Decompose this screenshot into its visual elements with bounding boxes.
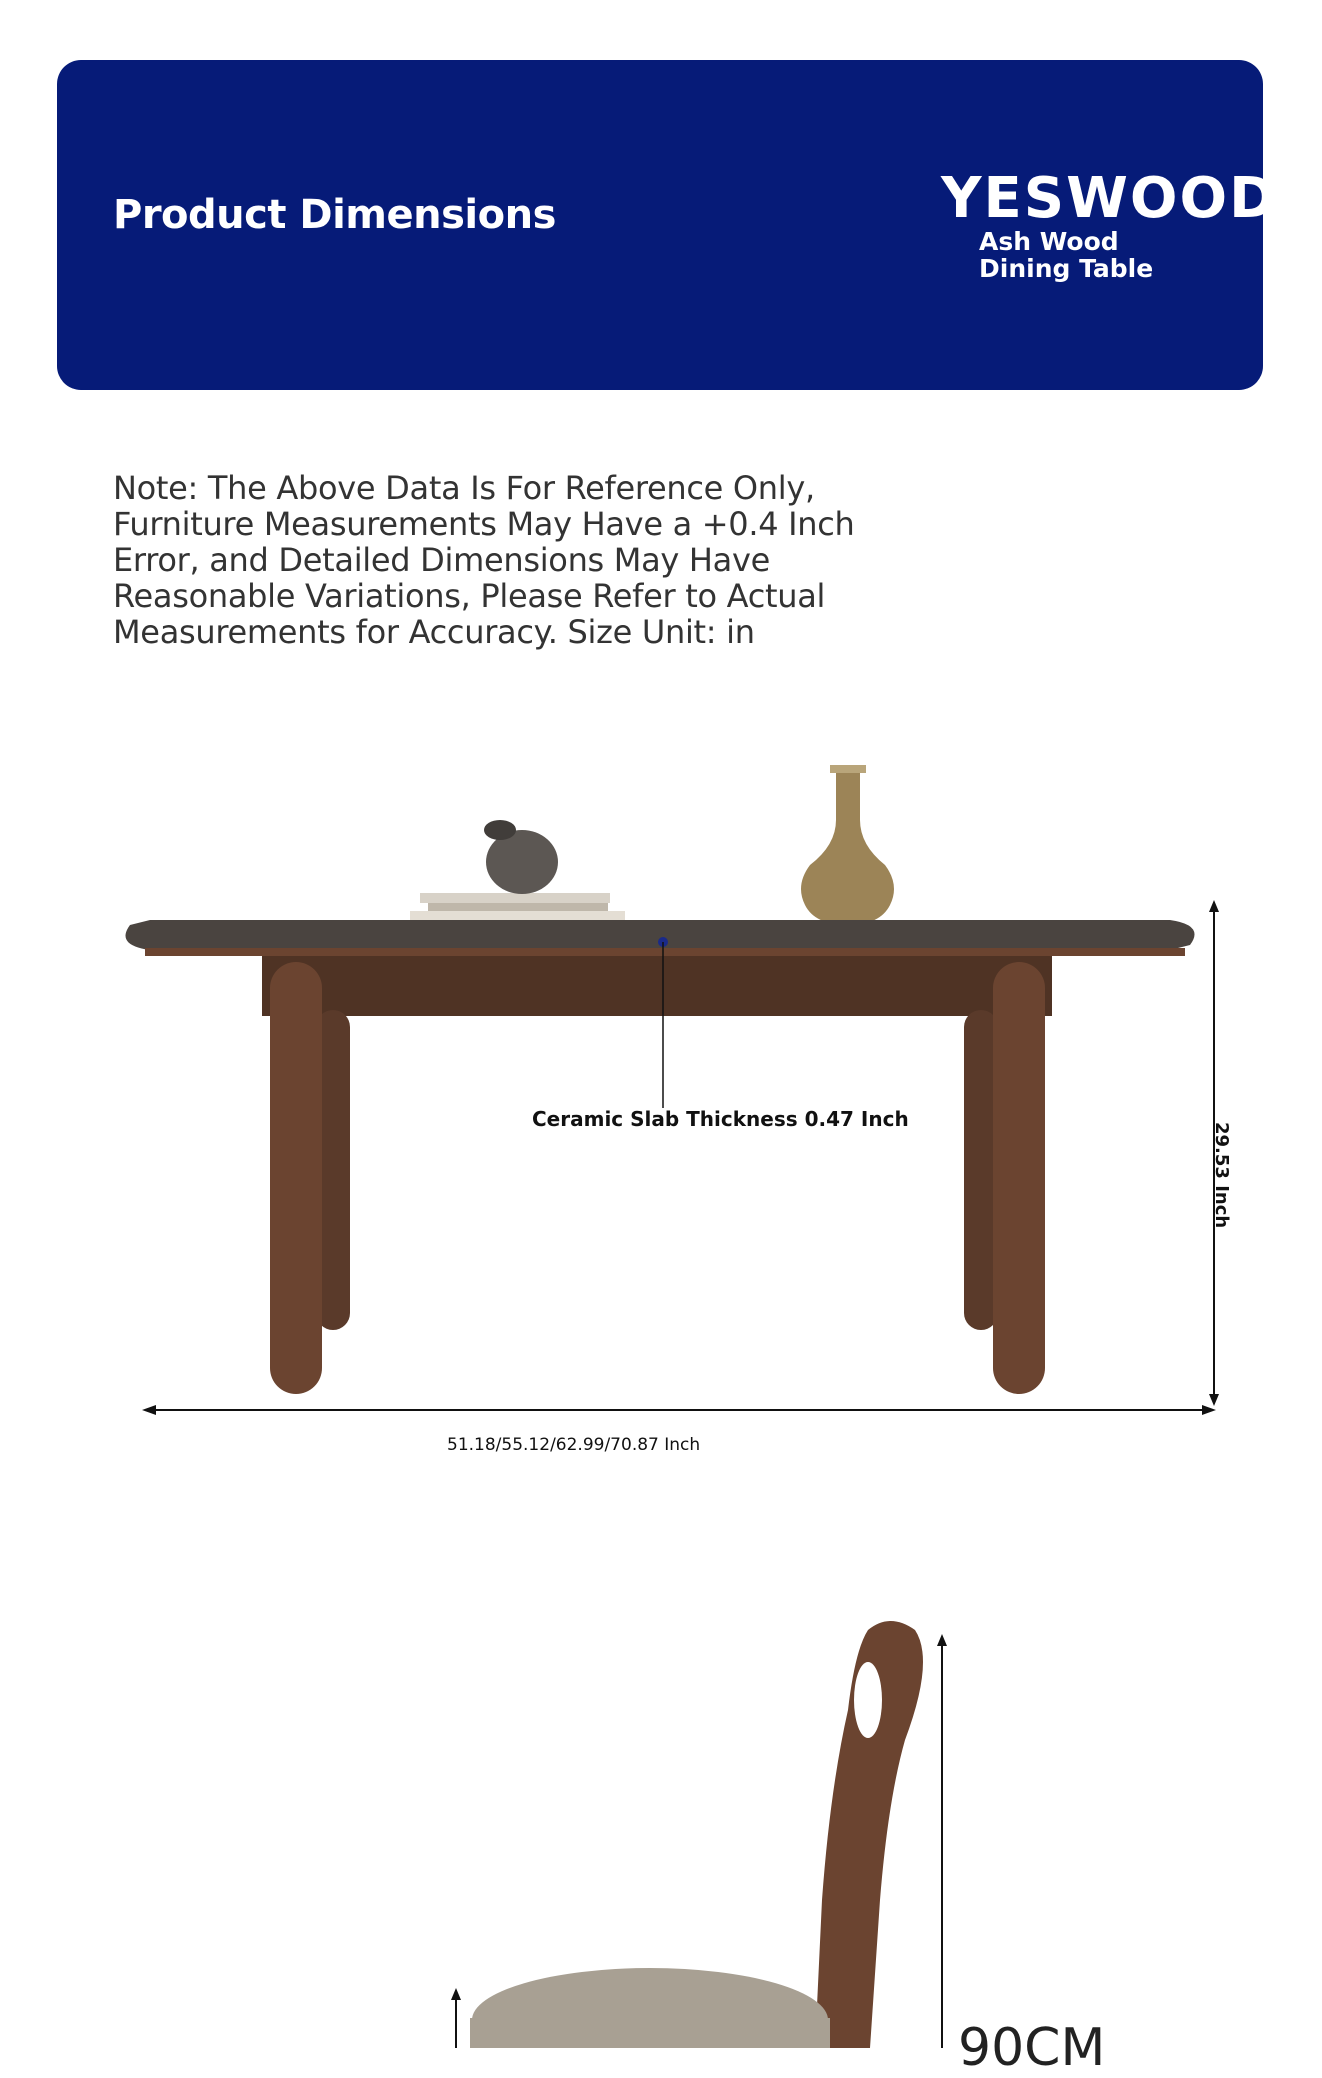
chair-height-dimension-line bbox=[937, 1634, 947, 2048]
chair-height-label: 90CM bbox=[958, 2018, 1106, 2078]
decor-pot bbox=[484, 820, 558, 894]
width-dimension-line bbox=[142, 1405, 1216, 1415]
chair bbox=[470, 1621, 923, 2048]
table bbox=[126, 920, 1195, 1394]
reference-note: Note: The Above Data Is For Reference Only, Furniture Measurements May Have a +0.4 Inch Error, and Detailed Dimensions May Have Reasonable Variations, Please Refer to Actual Measurements for Accuracy. Size Unit: in bbox=[113, 469, 855, 651]
table-height-label: 29.53 Inch bbox=[1211, 1122, 1232, 1229]
chair-seat-dimension-line bbox=[451, 1988, 461, 2048]
table-width-label: 51.18/55.12/62.99/70.87 Inch bbox=[447, 1435, 701, 1455]
brand-logo: YESWOOD bbox=[941, 166, 1278, 231]
product-name: Ash Wood Dining Table bbox=[979, 227, 1154, 283]
page-title: Product Dimensions bbox=[113, 192, 556, 238]
slab-thickness-label: Ceramic Slab Thickness 0.47 Inch bbox=[532, 1107, 909, 1131]
decor-vase bbox=[801, 765, 894, 925]
